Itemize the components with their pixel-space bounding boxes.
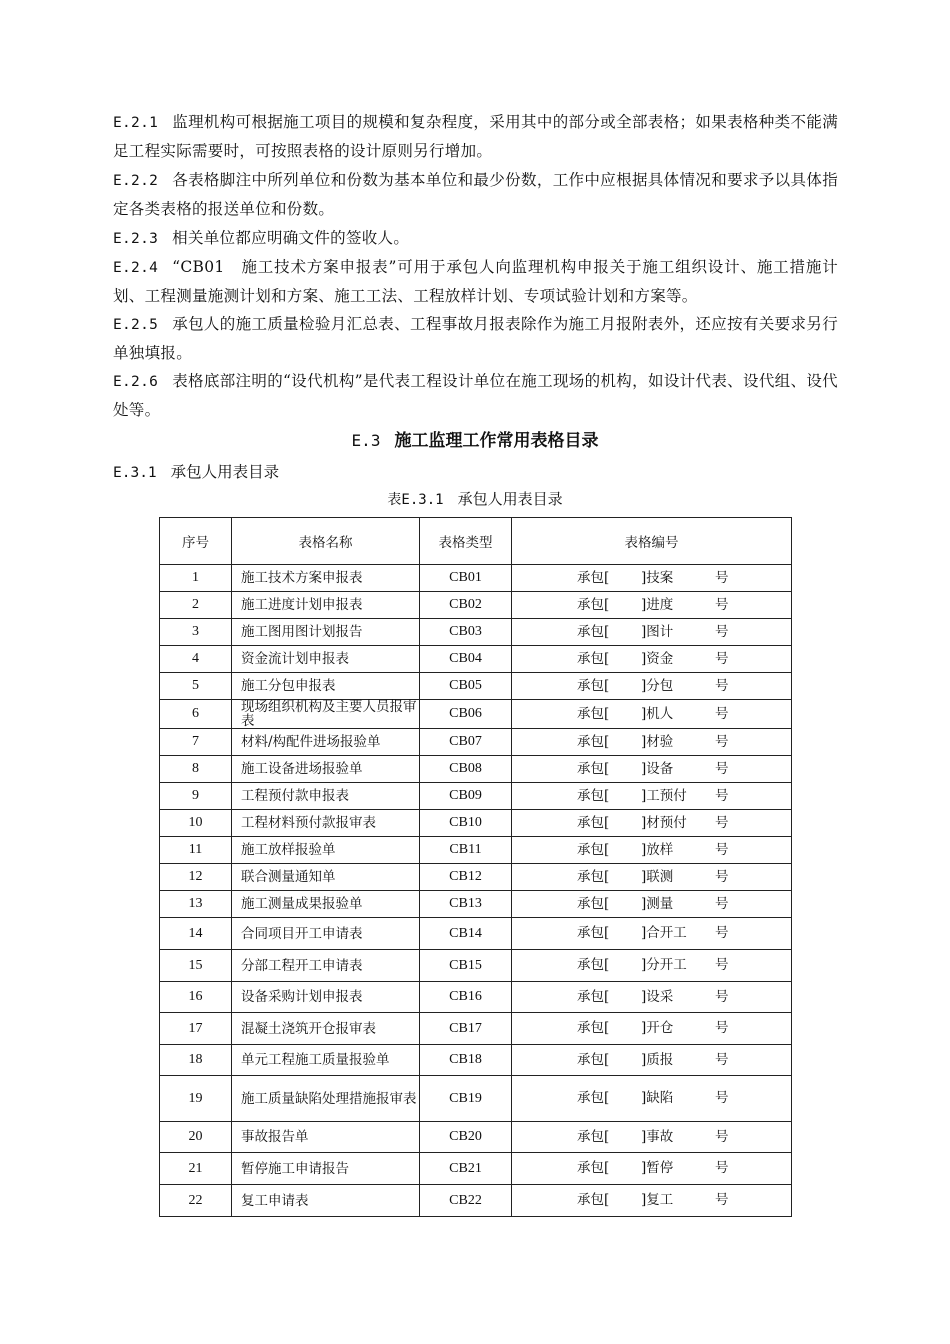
code-prefix: 承包[ [577,957,610,973]
table-caption [0,488,950,509]
table-row [160,864,792,891]
code-body: ]复工 [641,1192,674,1208]
code-suffix: 号 [715,761,729,777]
header-code: 表格编号 [512,518,792,565]
code-suffix: 号 [715,1160,729,1176]
code-body: ]暂停 [641,1160,674,1176]
code-suffix: 号 [715,1192,729,1208]
paragraph-text: 各表格脚注中所列单位和份数为基本单位和最少份数，工作中应根据具体情况和要求予以具体指定各类表格的报送单位和份数。 [113,171,838,218]
paragraph-number: E.2.2 [113,173,159,189]
header-name: 表格名称 [232,518,420,565]
row-form-name: 工程材料预付款报审表 [232,810,420,837]
paragraph-text: 相关单位都应明确文件的签收人。 [172,229,410,247]
row-form-type: CB19 [420,1076,512,1122]
subsection-title: 承包人用表目录 [170,463,280,481]
code-suffix: 号 [715,957,729,973]
code-prefix: 承包[ [577,570,610,586]
code-suffix: 号 [715,989,729,1005]
row-form-type: CB10 [420,810,512,837]
code-prefix: 承包[ [577,706,610,722]
row-form-code [512,673,792,700]
code-wrapper [512,1153,791,1184]
code-prefix: 承包[ [577,989,610,1005]
code-prefix: 承包[ [577,734,610,750]
paragraph-e-2-4 [113,253,838,310]
paragraph-e-2-1 [113,108,838,165]
row-seq: 20 [160,1122,232,1153]
row-form-type: CB18 [420,1045,512,1076]
code-suffix: 号 [715,788,729,804]
row-form-code [512,756,792,783]
code-body: ]进度 [641,597,674,613]
table-row [160,646,792,673]
table-caption-number: 表E.3.1 [387,492,444,508]
code-prefix: 承包[ [577,624,610,640]
code-body: ]设采 [641,989,674,1005]
section-number: E.3 [351,431,381,450]
code-prefix: 承包[ [577,1020,610,1036]
code-body: ]技案 [641,570,674,586]
code-prefix: 承包[ [577,1052,610,1068]
table-row [160,1076,792,1122]
code-wrapper [512,729,791,755]
row-form-code [512,918,792,950]
code-wrapper [512,619,791,645]
contractor-forms-table [159,517,792,1217]
row-form-type: CB12 [420,864,512,891]
code-prefix: 承包[ [577,896,610,912]
row-form-code [512,565,792,592]
code-wrapper [512,1185,791,1216]
row-form-code [512,864,792,891]
code-body: ]工预付 [641,788,687,804]
row-form-name: 单元工程施工质量报验单 [232,1045,420,1076]
row-form-type: CB14 [420,918,512,950]
row-form-type: CB20 [420,1122,512,1153]
code-suffix: 号 [715,896,729,912]
table-row [160,1045,792,1076]
row-form-name: 施工设备进场报验单 [232,756,420,783]
row-seq: 17 [160,1013,232,1045]
row-form-name: 联合测量通知单 [232,864,420,891]
row-form-code [512,700,792,729]
paragraph-e-2-6 [113,367,838,424]
row-seq: 5 [160,673,232,700]
code-suffix: 号 [715,869,729,885]
table-row [160,673,792,700]
table-header-row [160,518,792,565]
code-prefix: 承包[ [577,761,610,777]
row-form-type: CB05 [420,673,512,700]
code-wrapper [512,565,791,591]
row-form-name: 混凝土浇筑开仓报审表 [232,1013,420,1045]
code-body: ]分包 [641,678,674,694]
section-heading [0,426,950,451]
code-wrapper [512,1122,791,1152]
code-wrapper [512,592,791,618]
paragraph-number: E.2.6 [113,374,159,390]
table-row [160,837,792,864]
row-seq: 11 [160,837,232,864]
row-seq: 14 [160,918,232,950]
paragraph-number: E.2.1 [113,115,159,131]
code-body: ]合开工 [641,925,687,941]
paragraph-number: E.2.4 [113,260,159,276]
row-form-code [512,950,792,982]
table-row [160,1185,792,1217]
paragraph-e-2-5 [113,310,838,367]
table-row [160,700,792,729]
row-form-name: 施工测量成果报验单 [232,891,420,918]
row-form-code [512,646,792,673]
row-seq: 6 [160,700,232,729]
row-seq: 10 [160,810,232,837]
row-form-type: CB16 [420,982,512,1013]
row-form-type: CB02 [420,592,512,619]
code-wrapper [512,950,791,981]
code-suffix: 号 [715,734,729,750]
row-form-name: 施工分包申报表 [232,673,420,700]
row-seq: 13 [160,891,232,918]
table-row [160,592,792,619]
code-wrapper [512,1013,791,1044]
code-suffix: 号 [715,706,729,722]
code-body: ]材验 [641,734,674,750]
code-body: ]分开工 [641,957,687,973]
code-body: ]事故 [641,1129,674,1145]
code-suffix: 号 [715,678,729,694]
code-prefix: 承包[ [577,869,610,885]
paragraph-e-2-2 [113,166,838,223]
code-wrapper [512,918,791,949]
table-row [160,1153,792,1185]
row-seq: 18 [160,1045,232,1076]
row-form-code [512,982,792,1013]
table-row [160,982,792,1013]
paragraph-text: 监理机构可根据施工项目的规模和复杂程度，采用其中的部分或全部表格；如果表格种类不能满足工程实际需要时，可按照表格的设计原则另行增加。 [113,113,838,160]
row-seq: 16 [160,982,232,1013]
code-suffix: 号 [715,651,729,667]
row-form-type: CB22 [420,1185,512,1217]
paragraph-text: 表格底部注明的“设代机构”是代表工程设计单位在施工现场的机构，如设计代表、设代组、设代处等。 [113,372,838,419]
table-row [160,729,792,756]
paragraph-e-2-3 [113,224,838,253]
paragraph-number: E.2.3 [113,231,159,247]
row-seq: 9 [160,783,232,810]
row-form-type: CB07 [420,729,512,756]
code-prefix: 承包[ [577,925,610,941]
row-form-type: CB04 [420,646,512,673]
code-prefix: 承包[ [577,597,610,613]
header-seq: 序号 [160,518,232,565]
row-form-type: CB08 [420,756,512,783]
code-suffix: 号 [715,624,729,640]
row-form-type: CB03 [420,619,512,646]
code-suffix: 号 [715,1090,729,1106]
row-form-name: 材料/构配件进场报验单 [232,729,420,756]
row-form-name: 合同项目开工申请表 [232,918,420,950]
row-form-name: 暂停施工申请报告 [232,1153,420,1185]
code-wrapper [512,1045,791,1075]
code-wrapper [512,864,791,890]
row-form-type: CB13 [420,891,512,918]
row-form-name: 资金流计划申报表 [232,646,420,673]
code-body: ]设备 [641,761,674,777]
code-body: ]资金 [641,651,674,667]
row-form-type: CB21 [420,1153,512,1185]
code-suffix: 号 [715,1020,729,1036]
row-seq: 22 [160,1185,232,1217]
row-form-name: 分部工程开工申请表 [232,950,420,982]
row-form-name: 现场组织机构及主要人员报审表 [232,700,420,729]
code-prefix: 承包[ [577,788,610,804]
code-wrapper [512,1076,791,1121]
code-wrapper [512,891,791,917]
code-suffix: 号 [715,842,729,858]
code-suffix: 号 [715,570,729,586]
row-seq: 4 [160,646,232,673]
code-wrapper [512,810,791,836]
code-wrapper [512,756,791,782]
row-form-code [512,1153,792,1185]
row-form-code [512,1076,792,1122]
row-seq: 3 [160,619,232,646]
row-form-code [512,1013,792,1045]
code-wrapper [512,837,791,863]
table-row [160,1013,792,1045]
code-wrapper [512,701,791,727]
code-prefix: 承包[ [577,1192,610,1208]
code-prefix: 承包[ [577,842,610,858]
row-form-code [512,592,792,619]
row-form-code [512,619,792,646]
code-prefix: 承包[ [577,1129,610,1145]
table-row [160,810,792,837]
code-wrapper [512,982,791,1012]
code-prefix: 承包[ [577,815,610,831]
row-form-name: 施工质量缺陷处理措施报审表 [232,1076,420,1122]
row-seq: 12 [160,864,232,891]
row-form-name: 施工进度计划申报表 [232,592,420,619]
row-form-name: 设备采购计划申报表 [232,982,420,1013]
section-title: 施工监理工作常用表格目录 [394,431,599,451]
row-form-code [512,1045,792,1076]
subsection-number: E.3.1 [113,465,157,481]
code-body: ]测量 [641,896,674,912]
code-suffix: 号 [715,925,729,941]
table-row [160,891,792,918]
row-form-name: 复工申请表 [232,1185,420,1217]
code-body: ]缺陷 [641,1090,674,1106]
table-caption-title: 承包人用表目录 [457,490,563,508]
table-row [160,918,792,950]
table-row [160,565,792,592]
row-form-type: CB01 [420,565,512,592]
row-form-code [512,783,792,810]
code-body: ]图计 [641,624,674,640]
paragraph-number: E.2.5 [113,317,159,333]
row-form-name: 施工放样报验单 [232,837,420,864]
code-prefix: 承包[ [577,1160,610,1176]
row-seq: 2 [160,592,232,619]
row-seq: 15 [160,950,232,982]
code-suffix: 号 [715,1052,729,1068]
row-form-code [512,729,792,756]
row-form-type: CB06 [420,700,512,729]
table-row [160,1122,792,1153]
code-body: ]放样 [641,842,674,858]
code-body: ]联测 [641,869,674,885]
row-seq: 7 [160,729,232,756]
row-seq: 21 [160,1153,232,1185]
row-form-name: 工程预付款申报表 [232,783,420,810]
row-form-name: 事故报告单 [232,1122,420,1153]
table-row [160,756,792,783]
row-form-type: CB09 [420,783,512,810]
row-form-code [512,837,792,864]
subsection-heading [113,460,279,482]
code-body: ]开仓 [641,1020,674,1036]
row-seq: 8 [160,756,232,783]
code-body: ]机人 [641,706,674,722]
code-prefix: 承包[ [577,651,610,667]
row-seq: 19 [160,1076,232,1122]
row-form-type: CB15 [420,950,512,982]
row-form-code [512,1185,792,1217]
table-body [160,565,792,1217]
header-type: 表格类型 [420,518,512,565]
row-seq: 1 [160,565,232,592]
paragraph-text: 承包人的施工质量检验月汇总表、工程事故月报表除作为施工月报附表外，还应按有关要求另行单独填报。 [113,315,838,362]
code-body: ]材预付 [641,815,687,831]
row-form-type: CB11 [420,837,512,864]
code-suffix: 号 [715,597,729,613]
row-form-name: 施工图用图计划报告 [232,619,420,646]
code-suffix: 号 [715,1129,729,1145]
code-prefix: 承包[ [577,678,610,694]
code-wrapper [512,783,791,809]
row-form-type: CB17 [420,1013,512,1045]
row-form-code [512,810,792,837]
table-row [160,619,792,646]
code-wrapper [512,673,791,699]
row-form-code [512,1122,792,1153]
code-prefix: 承包[ [577,1090,610,1106]
code-body: ]质报 [641,1052,674,1068]
code-wrapper [512,646,791,672]
code-suffix: 号 [715,815,729,831]
table-row [160,783,792,810]
table-row [160,950,792,982]
row-form-name: 施工技术方案申报表 [232,565,420,592]
paragraph-text: “CB01 施工技术方案申报表”可用于承包人向监理机构申报关于施工组织设计、施工措施计划、工程测量施测计划和方案、施工工法、工程放样计划、专项试验计划和方案等。 [113,258,838,305]
row-form-code [512,891,792,918]
